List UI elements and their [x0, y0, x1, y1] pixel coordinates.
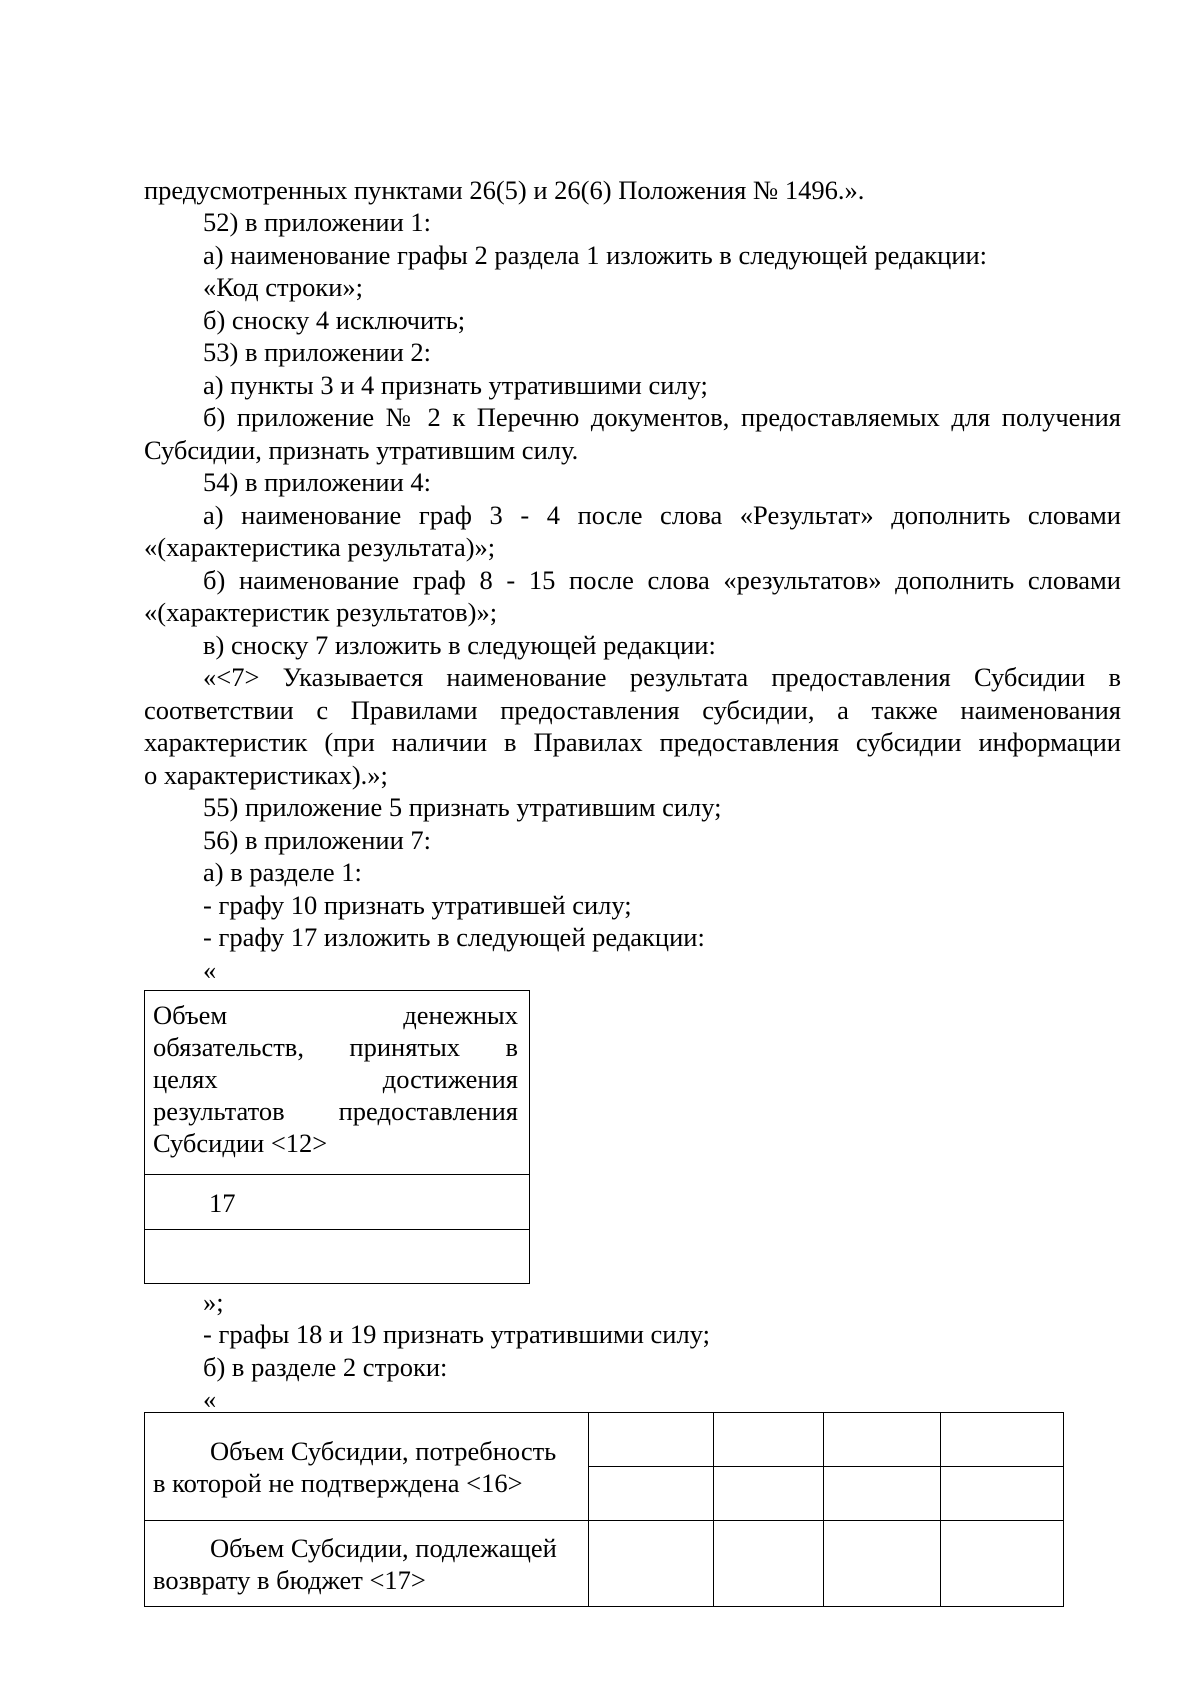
open-quote: «: [203, 1384, 217, 1414]
row-label-cell: [145, 1413, 589, 1521]
cell-text-line: Объем Субсидии, подлежащей: [210, 1532, 557, 1563]
cell-text-line: обязательств, принятых в: [153, 1032, 518, 1062]
text-line: а) наименование граф 3 - 4 после слова «Результат» дополнить словами: [203, 500, 1121, 530]
text-line: - графу 10 признать утратившей силу;: [203, 890, 632, 920]
text-line: а) в разделе 1:: [203, 857, 362, 887]
text-line: 55) приложение 5 признать утратившим силу;: [203, 792, 722, 822]
table-cell: [824, 1413, 941, 1467]
text-line: а) пункты 3 и 4 признать утратившими силу;: [203, 370, 708, 400]
text-line: предусмотренных пунктами 26(5) и 26(6) Положения № 1496.».: [144, 175, 865, 205]
column-number: 17: [209, 1188, 236, 1218]
text-line: «(характеристика результата)»;: [144, 532, 496, 562]
row-label-cell: [145, 1521, 589, 1607]
close-quote: »;: [203, 1287, 224, 1317]
table-cell: [824, 1467, 941, 1521]
cell-text-line: Субсидии <12>: [153, 1128, 328, 1158]
text-line: - графы 18 и 19 признать утратившими силу;: [203, 1319, 710, 1349]
text-line: о характеристиках).»;: [144, 760, 388, 790]
table-cell: [824, 1521, 941, 1607]
text-line: - графу 17 изложить в следующей редакции:: [203, 922, 705, 952]
table-cell: [588, 1413, 713, 1467]
text-line: б) сноску 4 исключить;: [203, 305, 466, 335]
text-line: б) наименование граф 8 - 15 после слова «результатов» дополнить словами: [203, 565, 1121, 595]
table-header-cell: [145, 991, 530, 1175]
text-line: характеристик (при наличии в Правилах предоставления субсидии информации: [144, 727, 1121, 757]
text-line: а) наименование графы 2 раздела 1 изложить в следующей редакции:: [203, 240, 988, 270]
table-cell: [941, 1521, 1064, 1607]
table-empty-cell: [145, 1230, 530, 1284]
text-line: «(характеристик результатов)»;: [144, 597, 498, 627]
text-line: б) в разделе 2 строки:: [203, 1352, 448, 1382]
text-line: б) приложение № 2 к Перечню документов, предоставляемых для получения: [203, 402, 1121, 432]
cell-text-line: в которой не подтверждена <16>: [153, 1467, 523, 1498]
text-line: 52) в приложении 1:: [203, 207, 432, 237]
text-line: «Код строки»;: [203, 272, 364, 302]
cell-text-line: Объем денежных: [153, 1000, 518, 1030]
text-line: 56) в приложении 7:: [203, 825, 432, 855]
table-cell: [941, 1413, 1064, 1467]
table-cell: [941, 1467, 1064, 1521]
cell-text-line: Объем Субсидии, потребность: [210, 1435, 557, 1466]
table-number-cell: [145, 1175, 530, 1230]
table-cell: [713, 1467, 824, 1521]
table-cell: [588, 1521, 713, 1607]
cell-text-line: результатов предоставления: [153, 1096, 518, 1126]
text-line: 54) в приложении 4:: [203, 467, 432, 497]
open-quote: «: [203, 955, 217, 985]
table-graph-17: [144, 990, 530, 1284]
table-cell: [713, 1521, 824, 1607]
cell-text-line: возврату в бюджет <17>: [153, 1564, 426, 1595]
text-line: «<7> Указывается наименование результата предоставления Субсидии в: [203, 662, 1121, 692]
table-cell: [588, 1467, 713, 1521]
text-line: соответствии с Правилами предоставления субсидии, а также наименования: [144, 695, 1121, 725]
cell-text-line: целях достижения: [153, 1064, 518, 1094]
table-cell: [713, 1413, 824, 1467]
text-line: Субсидии, признать утратившим силу.: [144, 435, 579, 465]
text-line: 53) в приложении 2:: [203, 337, 432, 367]
table-section-2: [144, 1412, 1064, 1607]
text-line: в) сноску 7 изложить в следующей редакции:: [203, 630, 716, 660]
